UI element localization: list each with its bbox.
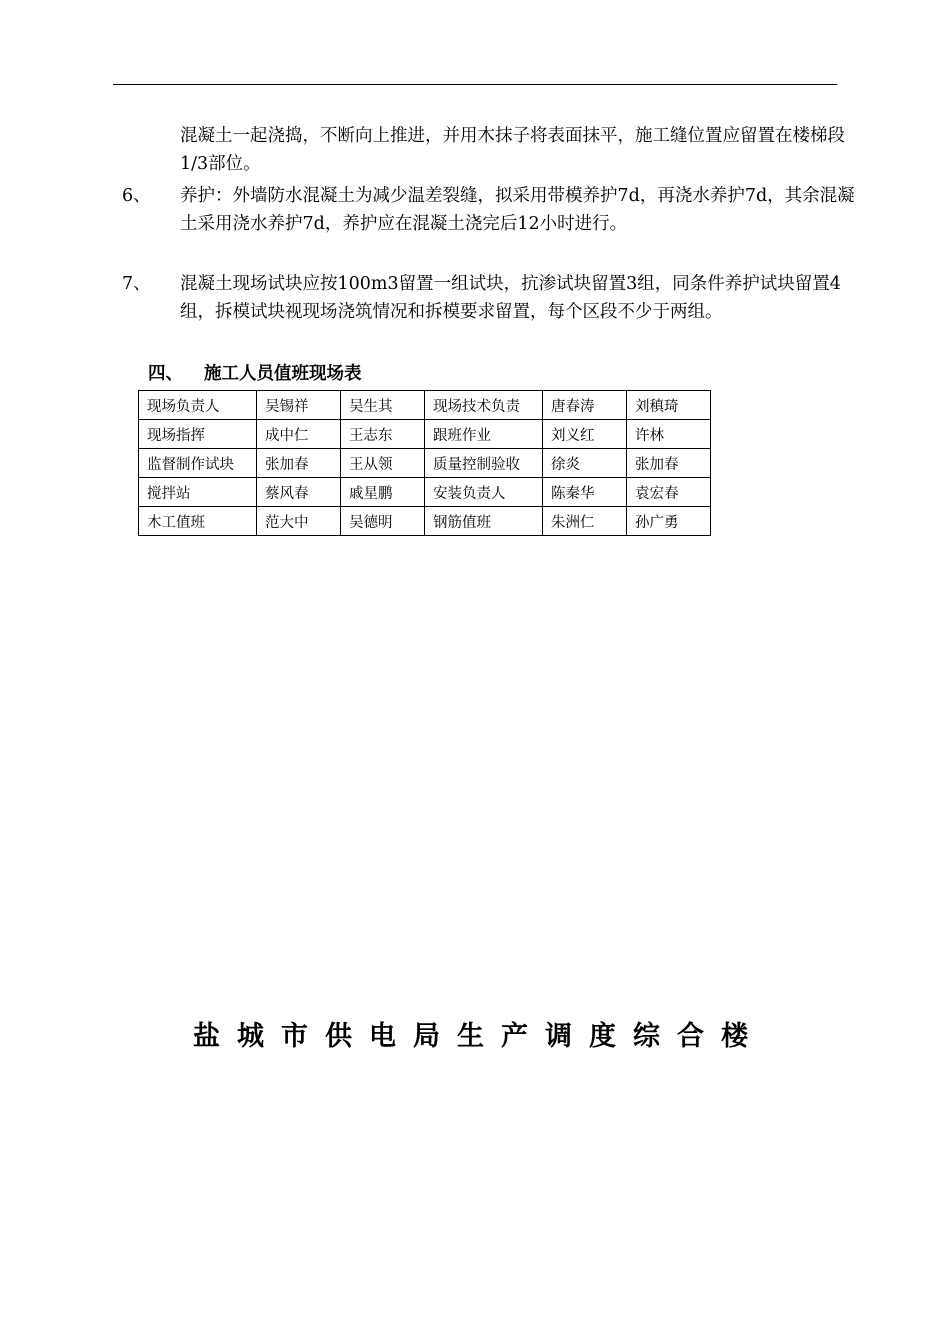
list-item-number: 6、 [122,186,151,206]
table-row [139,507,711,536]
duty-table [138,390,711,536]
table-cell: 徐炎 [543,449,627,478]
table-cell: 吴生其 [341,391,425,420]
continuation-paragraph: 混凝土一起浇捣，不断向上推进，并用木抹子将表面抹平，施工缝位置应留置在楼梯段1/3部位。 [180,126,845,174]
table-row [139,478,711,507]
table-cell: 朱洲仁 [543,507,627,536]
table-cell: 吴德明 [341,507,425,536]
section-heading [148,360,362,388]
table-cell: 跟班作业 [425,420,543,449]
table-cell: 张加春 [627,449,711,478]
table-cell: 现场指挥 [139,420,257,449]
section-title: 施工人员值班现场表 [204,364,362,384]
table-row [139,391,711,420]
table-cell: 许林 [627,420,711,449]
table-cell: 安装负责人 [425,478,543,507]
header-rule [113,84,837,85]
table-cell: 范大中 [257,507,341,536]
table-cell: 质量控制验收 [425,449,543,478]
table-row [139,449,711,478]
table-cell: 唐春涛 [543,391,627,420]
list-item-text: 养护：外墙防水混凝土为减少温差裂缝，拟采用带模养护7d，再浇水养护7d，其余混凝土采用浇水养护7d，养护应在混凝土浇完后12小时进行。 [180,186,855,234]
table-cell: 蔡风春 [257,478,341,507]
table-cell: 现场负责人 [139,391,257,420]
list-item-text: 混凝土现场试块应按100m3留置一组试块，抗渗试块留置3组，同条件养护试块留置4组，拆模试块视现场浇筑情况和拆模要求留置，每个区段不少于两组。 [180,274,841,322]
table-row [139,420,711,449]
table-cell: 木工值班 [139,507,257,536]
table-cell: 王从领 [341,449,425,478]
table-cell: 刘义红 [543,420,627,449]
table-cell: 袁宏春 [627,478,711,507]
table-cell: 吴锡祥 [257,391,341,420]
table-cell: 成中仁 [257,420,341,449]
table-cell: 王志东 [341,420,425,449]
section-number: 四、 [148,364,183,384]
list-item-number: 7、 [122,274,151,294]
table-cell: 戚星鹏 [341,478,425,507]
table-cell: 监督制作试块 [139,449,257,478]
footer-title: 盐城市供电局生产调度综合楼 [193,1021,765,1052]
table-cell: 现场技术负责 [425,391,543,420]
table-cell: 搅拌站 [139,478,257,507]
table-cell: 刘稹琦 [627,391,711,420]
table-cell: 孙广勇 [627,507,711,536]
table-cell: 张加春 [257,449,341,478]
table-cell: 陈秦华 [543,478,627,507]
table-cell: 钢筋值班 [425,507,543,536]
